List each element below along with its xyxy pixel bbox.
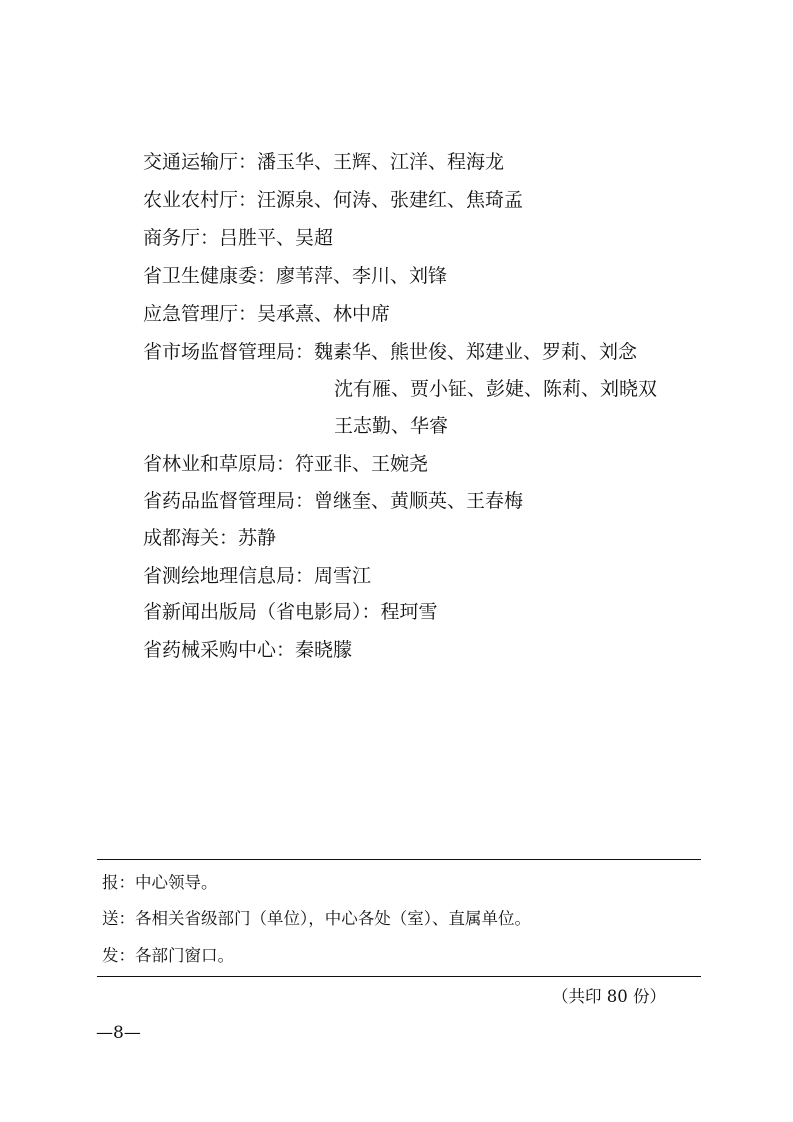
list-item-surveying: 省测绘地理信息局：周雪江 — [143, 565, 372, 587]
list-item-market-supervision: 省市场监督管理局：魏素华、熊世俊、郑建业、罗莉、刘念 — [143, 341, 638, 363]
list-item-transport: 交通运输厅：潘玉华、王辉、江洋、程海龙 — [143, 151, 505, 173]
list-item-health: 省卫生健康委：廖苇萍、李川、刘锋 — [143, 265, 448, 287]
print-copies: （共印 80 份） — [552, 987, 666, 1006]
list-item-market-supervision-cont-2: 王志勤、华睿 — [334, 415, 449, 437]
bottom-divider — [97, 976, 701, 977]
list-item-customs: 成都海关：苏静 — [143, 527, 277, 549]
top-divider — [97, 859, 701, 860]
list-item-market-supervision-cont-1: 沈有雁、贾小钲、彭婕、陈莉、刘晓双 — [334, 378, 658, 400]
list-item-procurement-center: 省药械采购中心：秦晓朦 — [143, 639, 353, 661]
report-line: 报：中心领导。 — [102, 873, 218, 892]
list-item-emergency: 应急管理厅：吴承熹、林中席 — [143, 303, 391, 325]
list-item-agriculture: 农业农村厅：汪源泉、何涛、张建红、焦琦孟 — [143, 189, 524, 211]
page-number: —8— — [96, 1023, 141, 1043]
list-item-commerce: 商务厅：吕胜平、吴超 — [143, 227, 334, 249]
list-item-forestry: 省林业和草原局：符亚非、王婉尧 — [143, 453, 429, 475]
issue-line: 发：各部门窗口。 — [102, 946, 234, 965]
send-line: 送：各相关省级部门（单位），中心各处（室）、直属单位。 — [102, 909, 531, 928]
list-item-drug-administration: 省药品监督管理局：曾继奎、黄顺英、王春梅 — [143, 490, 524, 512]
list-item-press-publication: 省新闻出版局（省电影局）：程珂雪 — [143, 601, 438, 623]
